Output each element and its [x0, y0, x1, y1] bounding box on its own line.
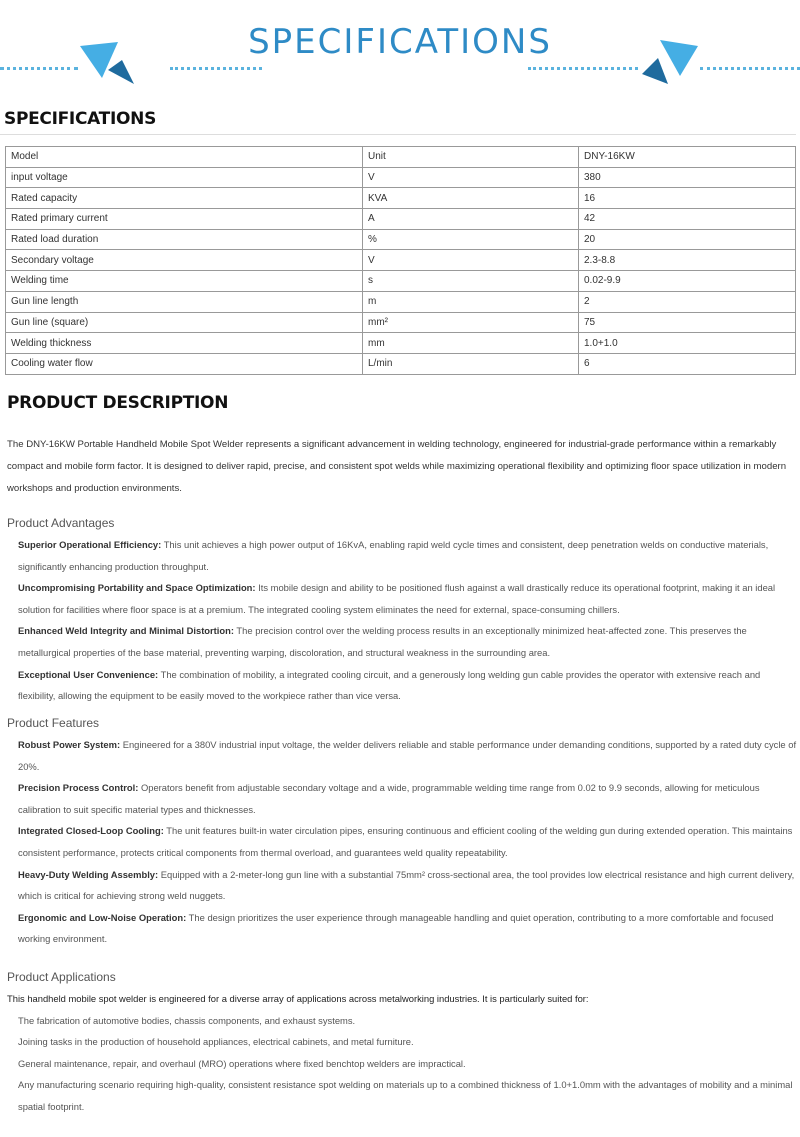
spec-value-cell: DNY-16KW: [579, 147, 796, 168]
spec-unit-cell: m: [363, 291, 579, 312]
spec-unit-cell: KVA: [363, 188, 579, 209]
feature-item: [18, 820, 797, 863]
item-text: Equipped with a 2-meter-long gun line with a substantial 75mm² cross-sectional area, the tool provides low electrical resistance and high current delivery, which is critical for achieving strong weld nuggets.: [18, 868, 795, 902]
item-text: The unit features built-in water circulation pipes, ensuring continuous and efficient cooling of the welding gun during extended operation. This maintains consistent performance, protects critical components from thermal overload, and guarantees weld quality repeatability.: [18, 825, 793, 858]
item-text: Operators benefit from adjustable secondary voltage and a wide, programmable welding time range from 0.02 to 9.9 seconds, allowing for meticulous calibration to suit specific material types and thicknesses.: [18, 782, 760, 815]
spec-name-cell: Welding thickness: [6, 333, 363, 354]
item-label: Precision Process Control:: [18, 782, 139, 794]
table-row: [6, 209, 796, 230]
spec-unit-cell: V: [363, 250, 579, 271]
spec-name-cell: Gun line length: [6, 291, 363, 312]
table-row: [6, 333, 796, 354]
spec-unit-cell: %: [363, 229, 579, 250]
feature-item: [18, 864, 797, 907]
spec-value-cell: 16: [579, 188, 796, 209]
spec-unit-cell: mm: [363, 333, 579, 354]
table-row: [6, 147, 796, 168]
applications-intro: This handheld mobile spot welder is engineered for a diverse array of applications across metalworking industries. It is particularly suited for:: [7, 993, 589, 1004]
product-description-heading: PRODUCT DESCRIPTION: [7, 393, 229, 413]
spec-name-cell: Welding time: [6, 271, 363, 292]
item-text: Its mobile design and ability to be positioned flush against a wall drastically reduce its operational footprint, making it an ideal solution for facilities where floor space is at a premium. The integrated cooling system eliminates the need for external, space-consuming chillers.: [18, 582, 776, 615]
dotted-divider: [528, 67, 638, 70]
spec-name-cell: Rated capacity: [6, 188, 363, 209]
table-row: [6, 229, 796, 250]
item-label: Robust Power System:: [18, 739, 121, 750]
dotted-divider: [700, 67, 800, 70]
item-text: Engineered for a 380V industrial input voltage, the welder delivers reliable and stable performance under demanding conditions, supported by a rated duty cycle of 20%.: [18, 739, 797, 772]
product-features-section: [7, 714, 797, 950]
heading-divider: [0, 134, 796, 135]
item-text: The precision control over the welding process results in an exceptionally minimized heat-affected zone. This preserves the metallurgical properties of the base material, preventing warping, discoloration, and structural weakness in the surrounding area.: [18, 625, 747, 658]
spec-name-cell: Rated load duration: [6, 229, 363, 250]
feature-item: [18, 907, 797, 950]
spec-name-cell: Gun line (square): [6, 312, 363, 333]
item-label: Ergonomic and Low-Noise Operation:: [18, 911, 187, 923]
specifications-table: [5, 146, 796, 375]
spec-name-cell: Rated primary current: [6, 209, 363, 230]
item-text: The design prioritizes the user experience through manageable handling and quiet operation, contributing to a more comfortable and focused working environment.: [18, 911, 774, 945]
banner-title: SPECIFICATIONS: [248, 22, 552, 62]
spec-value-cell: 75: [579, 312, 796, 333]
spec-unit-cell: Unit: [363, 147, 579, 168]
item-label: Integrated Closed-Loop Cooling:: [18, 825, 164, 837]
feature-item: [18, 777, 797, 820]
spec-value-cell: 6: [579, 353, 796, 374]
application-item: Joining tasks in the production of household appliances, electrical cabinets, and metal furniture.: [18, 1036, 414, 1048]
spec-value-cell: 20: [579, 229, 796, 250]
advantage-item: [18, 577, 797, 620]
dotted-divider: [0, 67, 78, 70]
product-advantages-section: [7, 514, 797, 707]
section-title: Product Advantages: [7, 516, 115, 530]
feature-item: [18, 734, 797, 777]
spec-value-cell: 1.0+1.0: [579, 333, 796, 354]
specifications-heading: SPECIFICATIONS: [4, 109, 157, 129]
spec-value-cell: 0.02-9.9: [579, 271, 796, 292]
spec-unit-cell: A: [363, 209, 579, 230]
advantage-item: [18, 620, 797, 663]
item-text: This unit achieves a high power output of 16KvA, enabling rapid weld cycle times and consistent, deep penetration welds on conductive materials, significantly enhancing production throughput.: [18, 539, 769, 572]
spec-value-cell: 2.3-8.8: [579, 250, 796, 271]
spec-name-cell: Model: [6, 147, 363, 168]
table-row: [6, 271, 796, 292]
spec-unit-cell: s: [363, 271, 579, 292]
table-row: [6, 250, 796, 271]
table-row: [6, 167, 796, 188]
spec-name-cell: Secondary voltage: [6, 250, 363, 271]
product-applications-section: [7, 968, 797, 1118]
advantage-item: [18, 534, 797, 577]
spec-name-cell: input voltage: [6, 167, 363, 188]
spec-value-cell: 380: [579, 167, 796, 188]
spec-unit-cell: L/min: [363, 353, 579, 374]
banner: [0, 0, 800, 90]
product-description-text: The DNY-16KW Portable Handheld Mobile Spot Welder represents a significant advancement in welding technology, engineered for industrial-grade performance within a remarkably compact and mobile form factor. It is designed to deliver rapid, precise, and consistent spot welds while maximizing operational flexibility and optimizing floor space utilization in modern workshops and production environments.: [7, 439, 787, 494]
item-label: Superior Operational Efficiency:: [18, 539, 162, 550]
table-row: [6, 353, 796, 374]
table-row: [6, 312, 796, 333]
spec-unit-cell: V: [363, 167, 579, 188]
item-label: Heavy-Duty Welding Assembly:: [18, 868, 159, 880]
item-label: Uncompromising Portability and Space Optimization:: [18, 582, 256, 594]
dotted-divider: [170, 67, 262, 70]
item-text: The combination of mobility, a integrated cooling circuit, and a generously long welding gun cable provides the operator with extensive reach and flexibility, allowing the equipment to be easily moved to the workpiece rather than vice versa.: [18, 668, 761, 702]
spec-value-cell: 42: [579, 209, 796, 230]
triangle-decoration-icon: [640, 38, 702, 86]
section-title: Product Applications: [7, 970, 116, 984]
application-item: Any manufacturing scenario requiring high-quality, consistent resistance spot welding on materials up to a combined thickness of 1.0+1.0mm with the advantages of mobility and a minimal spatial footprint.: [18, 1079, 793, 1112]
application-item: General maintenance, repair, and overhaul (MRO) operations where fixed benchtop welders are impractical.: [18, 1057, 466, 1069]
spec-unit-cell: mm²: [363, 312, 579, 333]
advantage-item: [18, 664, 797, 707]
table-row: [6, 291, 796, 312]
application-item: The fabrication of automotive bodies, chassis components, and exhaust systems.: [18, 1014, 356, 1026]
item-label: Enhanced Weld Integrity and Minimal Distortion:: [18, 625, 234, 637]
item-label: Exceptional User Convenience:: [18, 668, 159, 680]
spec-name-cell: Cooling water flow: [6, 353, 363, 374]
table-row: [6, 188, 796, 209]
spec-value-cell: 2: [579, 291, 796, 312]
section-title: Product Features: [7, 716, 100, 730]
